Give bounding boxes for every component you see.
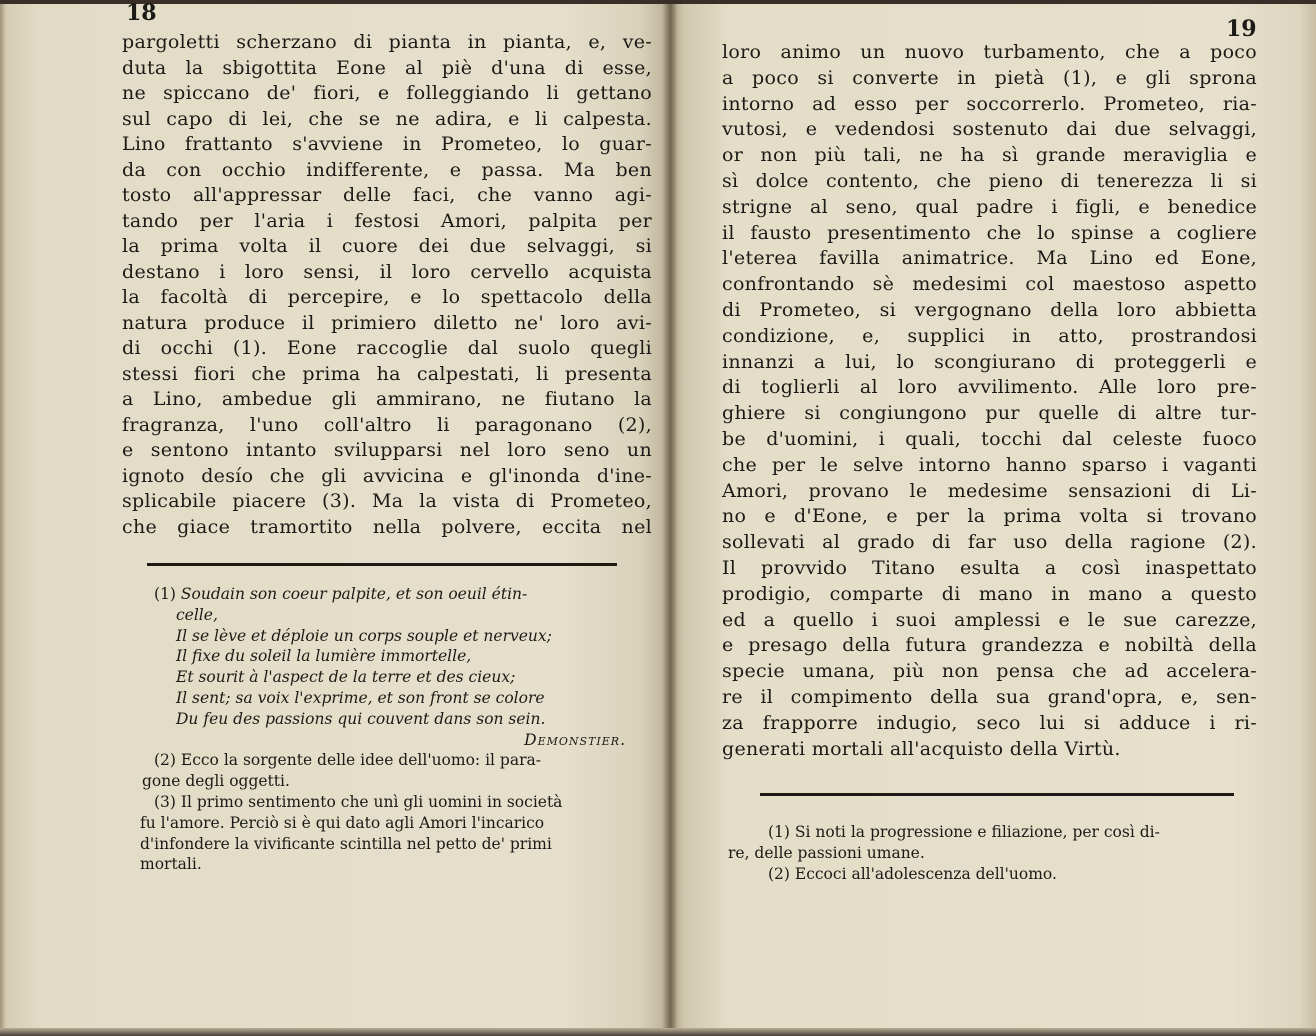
text-line: natura produce il primiero diletto ne' loro avi- [122,311,652,334]
text-line: che per le selve intorno hanno sparso i vaganti [722,453,1257,476]
footnote-3-line: fu l'amore. Perciò si è qui dato agli Amori l'incarico [140,813,545,832]
page-number-right: 19 [1226,16,1257,42]
text-line: condizione, e, supplici in atto, prostrandosi [722,324,1257,347]
left-footnotes [140,584,648,875]
text-line: confrontando sè medesimi col maestoso aspetto [722,273,1257,296]
footnote-divider-right [760,793,1234,796]
right-footnotes [728,822,1258,884]
text-line: l'eterea favilla animatrice. Ma Lino ed Eone, [722,247,1257,270]
footnote-divider-left [147,563,617,566]
text-line: sollevati al grado di far uso della ragione (2). [722,531,1257,554]
text-line: vutosi, e vedendosi sostenuto dai due selvaggi, [722,118,1257,141]
text-line: fragranza, l'uno coll'altro li paragonano (2), [122,413,652,436]
verse-line: Soudain son coeur palpite, et son oeuil étin- [180,585,528,603]
footnote-label: (1) [154,585,176,603]
text-line: specie umana, più non pensa che ad accelera- [722,660,1257,683]
text-line: Il provvido Titano esulta a così inaspettato [722,556,1257,579]
footnote-line: (1) Si noti la progressione e filiazione, per così di- [768,823,1160,841]
text-line: sul capo di lei, che se ne adira, e li calpesta. [122,107,652,130]
verse-line: celle, [176,605,218,624]
text-line: be d'uomini, i quali, tocchi dal celeste fuoco [722,427,1257,450]
text-line: di Prometeo, si vergognano della loro abbietta [722,298,1257,321]
text-line: il fausto presentimento che lo spinse a cogliere [722,221,1257,244]
text-line: za frapporre indugio, seco lui si adduce i ri- [722,711,1257,734]
text-line: prodigio, comparte di mano in mano a questo [722,582,1257,605]
text-line: ghiere si congiungono pur quelle di altre tur- [722,402,1257,425]
text-line: ignoto desío che gli avvicina e gl'inonda d'ine- [122,464,652,487]
verse-line: Il se lève et déploie un corps souple et nerveux; [176,626,552,645]
text-line: Lino frattanto s'avviene in Prometeo, lo guar- [122,133,652,155]
text-line: e sentono intanto svilupparsi nel loro seno un [122,439,652,461]
verse-line: Du feu des passions qui couvent dans son sein. [176,709,546,728]
text-line: sì dolce contento, che pieno di tenerezza li si [722,169,1257,192]
right-body-text [722,40,1257,762]
text-line: da con occhio indifferente, e passa. Ma ben [122,158,652,181]
page-number-left: 18 [126,0,157,26]
bottom-edge [0,1028,1316,1036]
text-line: duta la sbigottita Eone al piè d'una di esse, [122,56,652,79]
text-line: tando per l'aria i festosi Amori, palpita per [122,209,652,232]
text-line: tosto all'appressar delle faci, che vanno agi- [122,184,652,206]
book-gutter [662,0,678,1036]
text-line: la facoltà di percepire, e lo spettacolo della [122,286,652,308]
text-line: Amori, provano le medesime sensazioni di Li- [722,479,1257,502]
text-line: ed a quello i suoi amplessi e le sue carezze, [722,608,1257,631]
text-line: re il compimento della sua grand'opra, e, sen- [722,685,1257,708]
text-line: la prima volta il cuore dei due selvaggi, si [122,235,652,257]
verse-line: Et sourit à l'aspect de la terre et des cieux; [176,668,516,687]
verse-author: Demonstier. [524,730,626,749]
top-edge [0,0,1316,4]
text-line: generati mortali all'acquisto della Virtù. [722,737,1121,760]
text-line: che giace tramortito nella polvere, eccita nel [122,515,652,538]
text-line: ne spiccano de' fiori, e folleggiando li gettano [122,82,652,104]
footnote-2-line: (2) Ecco la sorgente delle idee dell'uomo: il para- [154,751,541,770]
text-line: loro animo un nuovo turbamento, che a poco [722,41,1257,63]
text-line: a poco si converte in pietà (1), e gli sprona [722,66,1257,89]
text-line: pargoletti scherzano di pianta in pianta, e, ve- [122,31,652,53]
footnote-3-line: (3) Il primo sentimento che unì gli uomini in società [154,792,563,811]
text-line: or non più tali, ne ha sì grande meraviglia e [722,144,1257,167]
text-line: e presago della futura grandezza e nobiltà della [722,634,1257,657]
text-line: stessi fiori che prima ha calpestati, li presenta [122,362,652,385]
footnote-line: (2) Eccoci all'adolescenza dell'uomo. [768,864,1057,883]
text-line: di toglierli al loro avvilimento. Alle loro pre- [722,376,1257,399]
footnote-3-line: d'infondere la vivificante scintilla nel petto de' primi [140,834,552,853]
text-line: intorno ad esso per soccorrerlo. Prometeo, ria- [722,92,1257,115]
footnote-3-line: mortali. [140,855,202,874]
left-body-text [122,30,652,540]
footnote-1 [154,584,648,605]
text-line: splicabile piacere (3). Ma la vista di Prometeo, [122,490,652,512]
text-line: a Lino, ambedue gli ammirano, ne fiutano la [122,388,652,410]
text-line: strigne al seno, qual padre i figli, e benedice [722,195,1257,218]
text-line: di occhi (1). Eone raccoglie dal suolo quegli [122,337,652,359]
text-line: destano i loro sensi, il loro cervello acquista [122,260,652,283]
verse-line: Il fixe du soleil la lumière immortelle, [176,647,472,666]
text-line: innanzi a lui, lo scongiurano di proteggerli e [722,350,1257,373]
text-line: no e d'Eone, e per la prima volta si trovano [722,505,1257,528]
footnote-line: re, delle passioni umane. [728,843,925,862]
footnote-2-line: gone degli oggetti. [142,772,290,791]
verse-line: Il sent; sa voix l'exprime, et son front se colore [176,688,545,707]
